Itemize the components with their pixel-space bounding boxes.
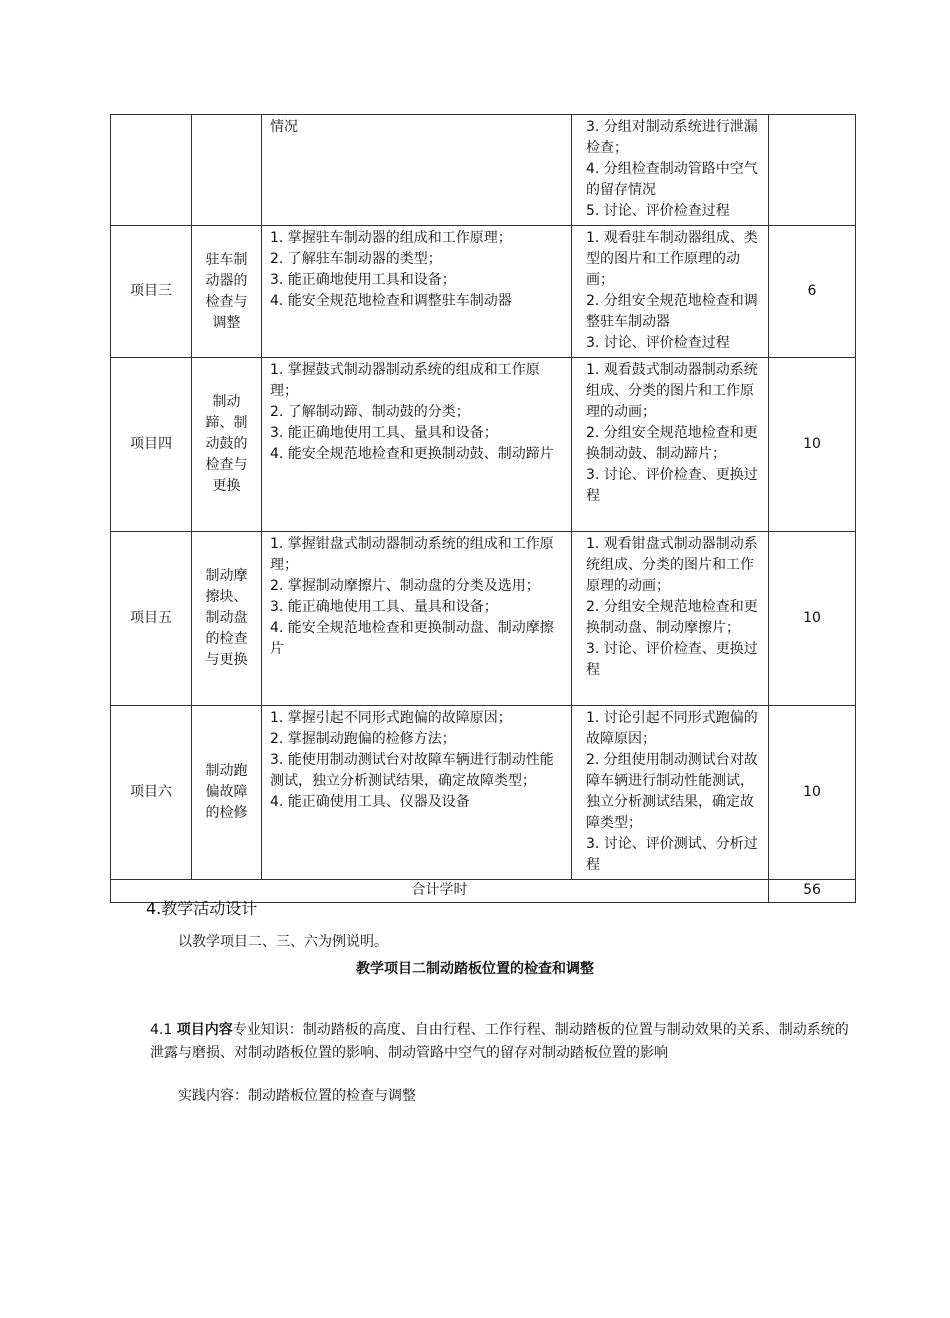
goal-item: 1. 掌握引起不同形式跑偏的故障原因； <box>270 710 512 726</box>
goal-item: 1. 掌握驻车制动器的组成和工作原理； <box>270 230 512 246</box>
goal-item: 3. 能正确地使用工具和设备； <box>270 272 456 288</box>
total-hours: 56 <box>769 880 856 903</box>
hours-value: 10 <box>803 436 821 452</box>
activities-cell <box>572 226 769 358</box>
hours-cell <box>769 115 856 226</box>
project-title: 教学项目二制动踏板位置的检查和调整 <box>356 961 594 977</box>
course-table <box>110 114 856 903</box>
activity-item: 2. 分组安全规范地检查和调整驻车制动器 <box>586 293 758 330</box>
project-number-cell <box>111 706 192 880</box>
hours-cell <box>769 226 856 358</box>
goal-item: 1. 掌握鼓式制动器制动系统的组成和工作原理； <box>270 362 540 399</box>
project-name: 制动蹄、制动鼓的检查与更换 <box>205 394 248 494</box>
goal-item: 4. 能安全规范地检查和更换制动鼓、制动蹄片 <box>270 446 554 462</box>
hours-value: 6 <box>807 283 817 299</box>
table-row <box>111 226 856 358</box>
goal-item: 2. 掌握制动摩擦片、制动盘的分类及选用； <box>270 578 540 594</box>
goal-item: 2. 了解制动蹄、制动鼓的分类； <box>270 404 470 420</box>
project-name: 驻车制动器的检查与调整 <box>205 251 248 331</box>
practice-content: 实践内容：制动踏板位置的检查与调整 <box>178 1088 416 1104</box>
project-content-paragraph <box>150 1019 860 1065</box>
activity-item: 2. 分组安全规范地检查和更换制动盘、制动摩擦片； <box>586 599 758 636</box>
table-row <box>111 532 856 706</box>
total-label: 合计学时 <box>111 880 769 903</box>
activity-item: 3. 讨论、评价检查过程 <box>586 335 730 351</box>
learning-goals-cell <box>262 358 572 532</box>
learning-goals-cell <box>262 115 572 226</box>
goal-item: 4. 能安全规范地检查和更换制动盘、制动摩擦片 <box>270 620 554 657</box>
project-number-cell <box>111 532 192 706</box>
project-number: 项目六 <box>130 784 172 800</box>
hours-value: 10 <box>803 610 821 626</box>
table-row <box>111 706 856 880</box>
project-name: 制动摩擦块、制动盘的检查与更换 <box>205 568 248 668</box>
activity-item: 5. 讨论、评价检查过程 <box>586 203 730 219</box>
project-number: 项目三 <box>130 283 172 299</box>
activity-item: 4. 分组检查制动管路中空气的留存情况 <box>586 161 758 198</box>
activities-cell <box>572 532 769 706</box>
project-name-cell <box>192 532 262 706</box>
goal-item: 4. 能安全规范地检查和调整驻车制动器 <box>270 293 512 309</box>
activity-item: 1. 观看驻车制动器组成、类型的图片和工作原理的动画； <box>586 230 758 288</box>
activities-cell <box>572 358 769 532</box>
table-row <box>111 115 856 226</box>
learning-goals-cell <box>262 532 572 706</box>
content-text: 专业知识：制动踏板的高度、自由行程、工作行程、制动踏板的位置与制动效果的关系、制动系统的泄露与磨损、对制动踏板位置的影响、制动管路中空气的留存对制动踏板位置的影响 <box>150 1022 849 1061</box>
table-row <box>111 358 856 532</box>
goal-item: 情况 <box>270 119 298 135</box>
activity-item: 3. 分组对制动系统进行泄漏检查； <box>586 119 758 156</box>
project-number-cell <box>111 358 192 532</box>
hours-value: 10 <box>803 784 821 800</box>
project-name: 制动跑偏故障的检修 <box>205 763 248 821</box>
content-prefix: 4.1 <box>150 1022 177 1038</box>
section-intro: 以教学项目二、三、六为例说明。 <box>178 934 388 950</box>
goal-item: 4. 能正确使用工具、仪器及设备 <box>270 794 470 810</box>
activity-item: 1. 观看鼓式制动器制动系统组成、分类的图片和工作原理的动画； <box>586 362 758 420</box>
content-label: 项目内容 <box>176 1022 233 1038</box>
activity-item: 3. 讨论、评价测试、分析过程 <box>586 836 758 873</box>
activity-item: 1. 讨论引起不同形式跑偏的故障原因； <box>586 710 758 747</box>
activities-cell <box>572 115 769 226</box>
goal-item: 3. 能正确地使用工具、量具和设备； <box>270 425 498 441</box>
learning-goals-cell <box>262 226 572 358</box>
activity-item: 3. 讨论、评价检查、更换过程 <box>586 467 758 504</box>
project-number-cell <box>111 115 192 226</box>
goal-item: 2. 掌握制动跑偏的检修方法； <box>270 731 456 747</box>
project-name-cell <box>192 358 262 532</box>
activity-item: 2. 分组安全规范地检查和更换制动鼓、制动蹄片； <box>586 425 758 462</box>
learning-goals-cell <box>262 706 572 880</box>
goal-item: 3. 能正确地使用工具、量具和设备； <box>270 599 498 615</box>
section-title: 4.教学活动设计 <box>146 899 258 918</box>
project-name-cell <box>192 706 262 880</box>
project-number-cell <box>111 226 192 358</box>
activity-item: 1. 观看钳盘式制动器制动系统组成、分类的图片和工作原理的动画； <box>586 536 758 594</box>
hours-cell <box>769 706 856 880</box>
goal-item: 1. 掌握钳盘式制动器制动系统的组成和工作原理； <box>270 536 554 573</box>
hours-cell <box>769 532 856 706</box>
goal-item: 3. 能使用制动测试台对故障车辆进行制动性能测试，独立分析测试结果，确定故障类型； <box>270 752 554 789</box>
activities-cell <box>572 706 769 880</box>
activity-item: 2. 分组使用制动测试台对故障车辆进行制动性能测试，独立分析测试结果，确定故障类型； <box>586 752 758 831</box>
hours-cell <box>769 358 856 532</box>
project-number: 项目五 <box>130 610 172 626</box>
project-number: 项目四 <box>130 436 172 452</box>
goal-item: 2. 了解驻车制动器的类型； <box>270 251 442 267</box>
project-name-cell <box>192 115 262 226</box>
activity-item: 3. 讨论、评价检查、更换过程 <box>586 641 758 678</box>
project-name-cell <box>192 226 262 358</box>
